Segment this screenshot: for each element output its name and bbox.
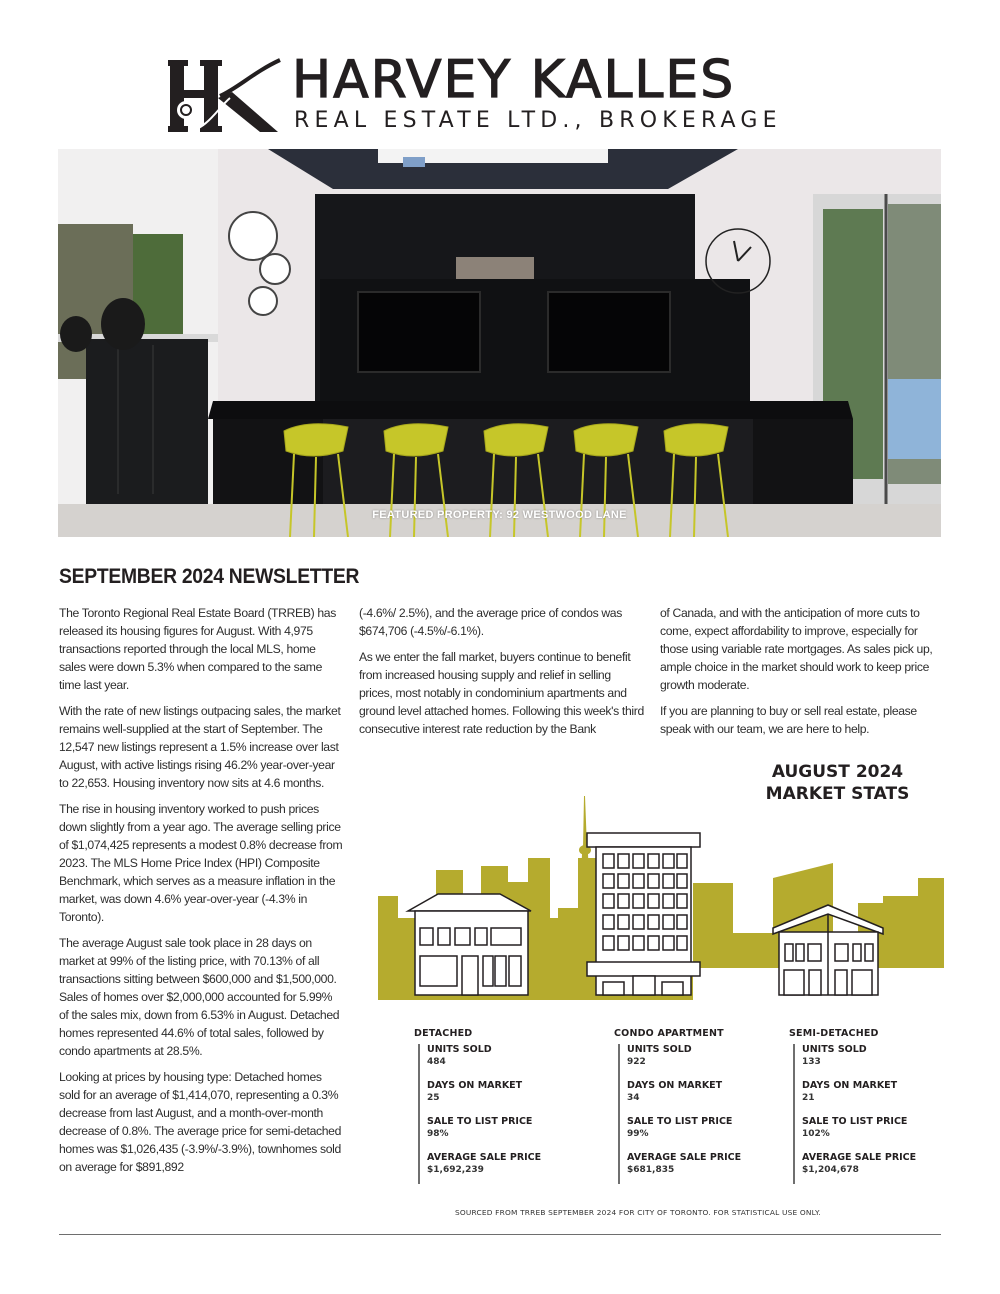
kitchen-illustration — [58, 149, 941, 537]
stat-group-detached — [414, 1028, 594, 1184]
stat-value: 98% — [427, 1129, 449, 1139]
stat-days-on-market — [427, 1080, 594, 1104]
stat-sale-to-list — [802, 1116, 944, 1140]
stat-label: SALE TO LIST PRICE — [802, 1116, 908, 1127]
stat-group-body — [418, 1044, 594, 1184]
newsletter-paragraph: With the rate of new listings outpacing sales, the market remains well-supplied at the start of September. The 12,547 new listings represent a 1.5% increase over last August, with active listings rising 46.2% year-over-year to 22,653. Housing inventory now sits at 4.6 months. — [59, 704, 341, 790]
newsletter-title: SEPTEMBER 2024 NEWSLETTER — [59, 565, 360, 588]
stat-value: 21 — [802, 1093, 815, 1103]
stat-group-label: DETACHED — [414, 1028, 473, 1039]
stat-average-sale-price — [627, 1152, 784, 1176]
stat-value: 25 — [427, 1093, 440, 1103]
newsletter-paragraph: Looking at prices by housing type: Detached homes sold for an average of $1,414,070, representing a 0.3% decrease from last August, and a month-over-month decrease of 0.8%. The average price for semi-detached homes was $1,026,435 (-3.9%/-3.9%), townhomes sold on average for $891,892 — [59, 1070, 342, 1174]
stat-label: SALE TO LIST PRICE — [627, 1116, 733, 1127]
stat-group-label: SEMI-DETACHED — [789, 1028, 879, 1039]
stat-days-on-market — [802, 1080, 944, 1104]
stat-value: 484 — [427, 1057, 446, 1067]
stat-group-body — [793, 1044, 944, 1184]
stat-group-semi-detached — [789, 1028, 944, 1184]
stat-value: 133 — [802, 1057, 821, 1067]
stat-label: DAYS ON MARKET — [627, 1080, 723, 1091]
stat-value: 922 — [627, 1057, 646, 1067]
stat-units-sold — [427, 1044, 594, 1068]
newsletter-paragraph: The average August sale took place in 28 days on market at 99% of the listing price, with 70.13% of all transactions sitting between $600,000 and $1,500,000. Sales of homes over $2,000,000 accounted for 5.99% of the sales mix, down from 6.53% in August. Detached homes represented 44.6% of total sales, followed by condo apartments at 28.5%. — [59, 936, 340, 1058]
footer-divider — [59, 1234, 941, 1235]
market-stats-title-line2: MARKET STATS — [765, 784, 910, 804]
featured-property-caption: FEATURED PROPERTY: 92 WESTWOOD LANE — [372, 509, 627, 521]
stat-sale-to-list — [627, 1116, 784, 1140]
stat-units-sold — [627, 1044, 784, 1068]
stat-value: 102% — [802, 1129, 830, 1139]
city-skyline-illustration — [378, 778, 944, 1000]
stat-group-body — [618, 1044, 784, 1184]
newsletter-paragraph: The rise in housing inventory worked to push prices down slightly from a year ago. The average selling price of $1,074,425 represents a modest 0.8% decrease from 2023. The MLS Home Price Index (HPI) Composite Benchmark, which serves as a measure inflation in the market, was down 4.6% year-over-year (-4.3% in Toronto). — [59, 802, 343, 924]
stat-value: $1,204,678 — [802, 1165, 859, 1175]
stat-group-condo-apartment — [614, 1028, 784, 1184]
stat-average-sale-price — [802, 1152, 944, 1176]
newsletter-column-3 — [660, 604, 945, 746]
stat-value: 34 — [627, 1093, 640, 1103]
stat-value: 99% — [627, 1129, 649, 1139]
newsletter-paragraph: of Canada, and with the anticipation of more cuts to come, expect affordability to improve, especially for those using variable rate mortgages. As sales pick up, ample choice in the market should work to keep price growth moderate. — [660, 606, 933, 692]
newsletter-column-1 — [59, 604, 344, 1184]
stat-days-on-market — [627, 1080, 784, 1104]
stat-label: UNITS SOLD — [802, 1044, 867, 1055]
stat-label: AVERAGE SALE PRICE — [627, 1152, 742, 1163]
newsletter-column-2 — [359, 604, 644, 746]
brand-name: HARVEY KALLES — [292, 50, 736, 110]
stat-label: SALE TO LIST PRICE — [427, 1116, 533, 1127]
stat-label: DAYS ON MARKET — [802, 1080, 898, 1091]
stat-label: UNITS SOLD — [627, 1044, 692, 1055]
stat-units-sold — [802, 1044, 944, 1068]
brand-logo — [168, 50, 833, 136]
stat-label: UNITS SOLD — [427, 1044, 492, 1055]
stat-label: DAYS ON MARKET — [427, 1080, 523, 1091]
stat-value: $1,692,239 — [427, 1165, 484, 1175]
stat-sale-to-list — [427, 1116, 594, 1140]
stat-average-sale-price — [427, 1152, 594, 1176]
stat-group-label: CONDO APARTMENT — [614, 1028, 724, 1039]
newsletter-paragraph: If you are planning to buy or sell real estate, please speak with our team, we are here to help. — [660, 704, 917, 736]
condo-building-icon — [587, 833, 700, 995]
newsletter-paragraph: As we enter the fall market, buyers continue to benefit from increased housing supply and relief in selling prices, most notably in condominium apartments and ground level attached homes. Following this week's third consecutive interest rate reduction by the Bank — [359, 650, 644, 736]
source-note: SOURCED FROM TRREB SEPTEMBER 2024 FOR CITY OF TORONTO. FOR STATISTICAL USE ONLY. — [455, 1208, 821, 1217]
stat-value: $681,835 — [627, 1165, 675, 1175]
newsletter-paragraph: The Toronto Regional Real Estate Board (TRREB) has released its housing figures for August. With 4,975 transactions reported through the local MLS, home sales were down 5.3% when compared to the same time last year. — [59, 606, 336, 692]
detached-house-icon — [408, 894, 531, 995]
stat-label: AVERAGE SALE PRICE — [802, 1152, 917, 1163]
featured-property-photo — [58, 149, 941, 537]
market-stats-title-line1: AUGUST 2024 — [771, 762, 904, 782]
brand-subtitle: REAL ESTATE LTD., BROKERAGE — [294, 108, 782, 133]
stat-label: AVERAGE SALE PRICE — [427, 1152, 542, 1163]
newsletter-paragraph: (-4.6%/ 2.5%), and the average price of condos was $674,706 (-4.5%/-6.1%). — [359, 606, 622, 638]
hk-monogram-icon — [168, 58, 288, 134]
